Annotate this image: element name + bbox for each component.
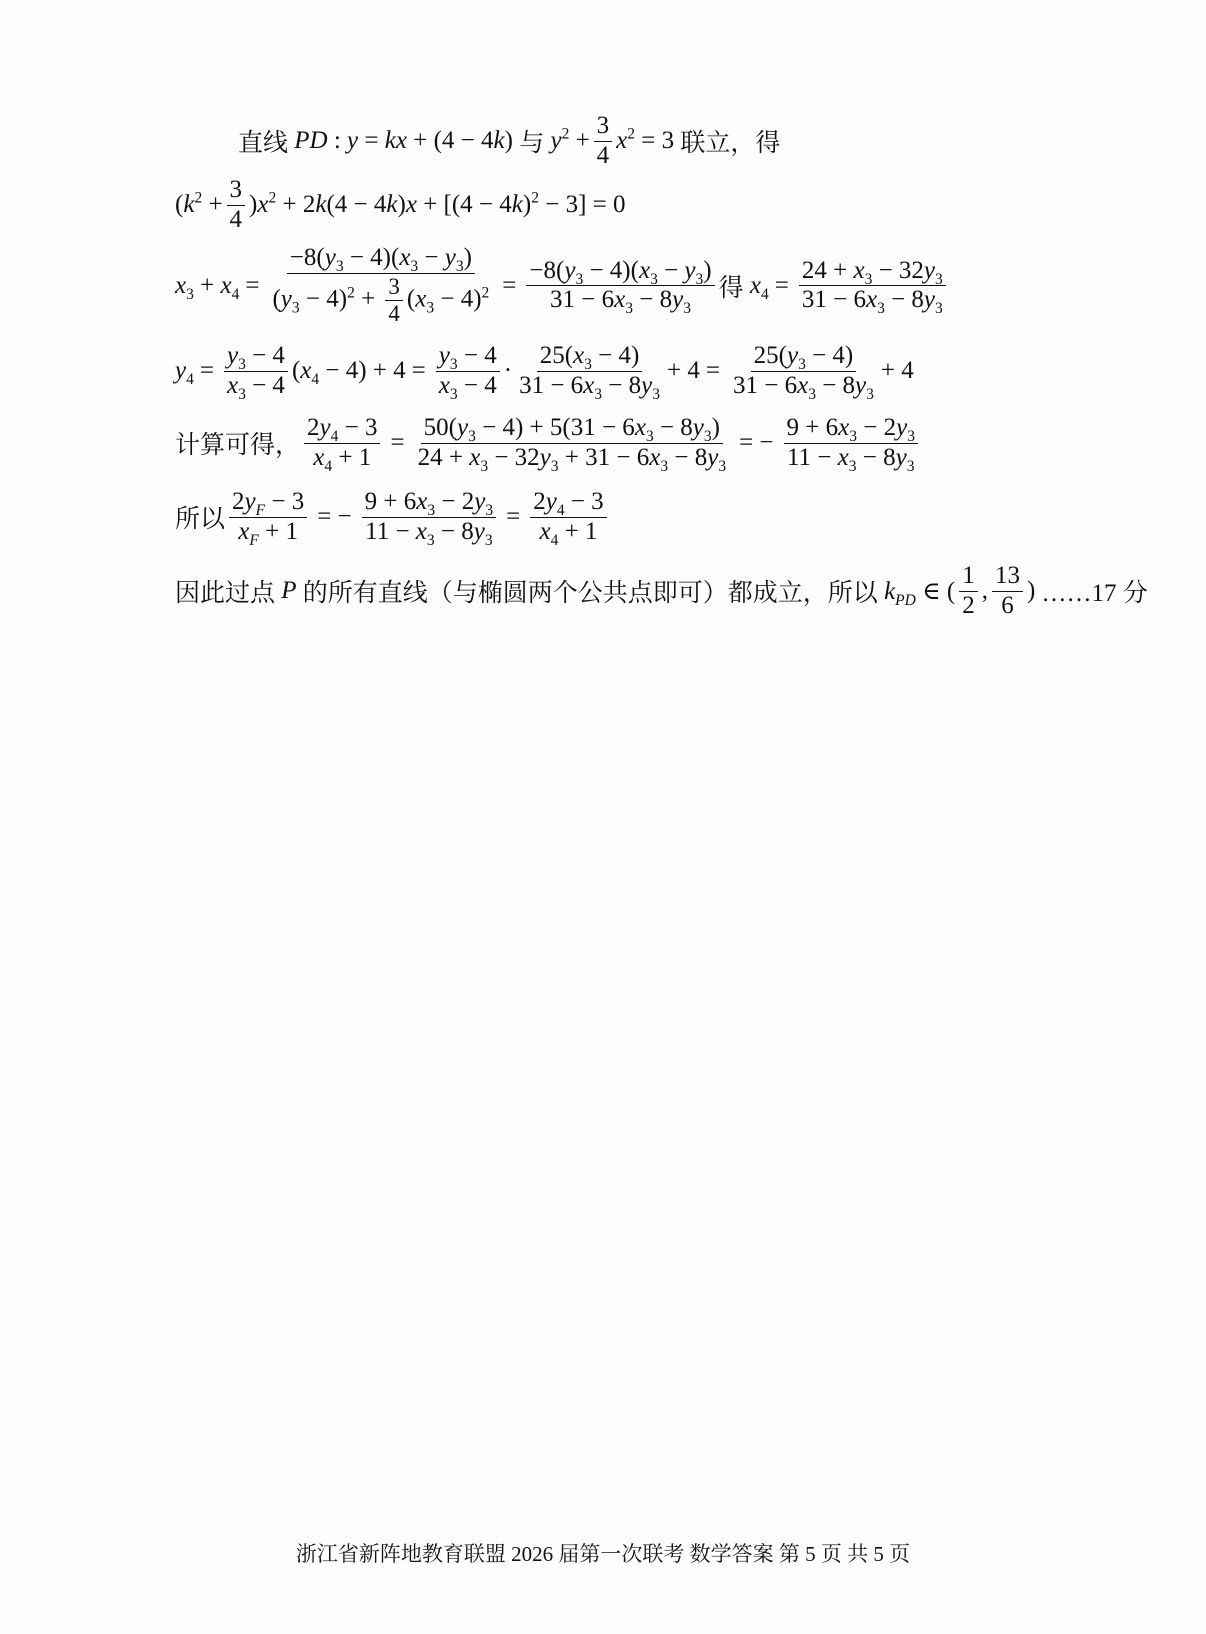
solution-line-2: [175, 176, 1086, 235]
text-de: 得: [718, 274, 744, 302]
solution-line-7: [175, 562, 1148, 621]
math-ellipse: $y^2$ +: [544, 125, 590, 155]
math-sum-x: $x_3 + x_4$: [175, 271, 240, 303]
equals-sign: =: [390, 429, 405, 457]
math-pd-line: PD : y = kx + (4 − 4k): [288, 127, 520, 155]
equals-sign: = −: [739, 429, 774, 457]
math-ellipse-rest: $x^2 = 3$: [616, 125, 681, 155]
math-kpd: $k_{PD}$ ∈ (: [877, 578, 956, 610]
fraction-1-2: $\frac{1}{2}$: [959, 562, 978, 621]
solution-line-3: [175, 244, 1086, 328]
plus-four: + 4: [667, 357, 700, 385]
fraction-25: $\frac{25(x_3 - 4)}{31 - 6x_3 - 8y_3}$: [519, 342, 660, 403]
fraction-sum-1: $-8(y_3 - 4)(x_3 - y_3)$ $(y_3 - 4)^2$ + $\frac{3}{4}$ $(x_3 - 4)^2$: [272, 244, 490, 327]
text-zhixian: 直线: [238, 130, 289, 158]
fraction-x4: $\frac{24 + x_3 - 32y_3}{31 - 6x_3 - 8y_3}$: [799, 257, 946, 316]
math-p: P: [275, 577, 303, 605]
solution-line-6: [175, 488, 1086, 547]
fraction-sum-2: $\frac{-8(y_3 - 4)(x_3 - y_3)}{31 - 6x_3 - 8y_3}$: [526, 257, 714, 316]
fraction-3-4: $\frac{3}{4}$: [594, 112, 613, 171]
solution-line-5: [175, 414, 1086, 473]
fraction-ratio-4: $\frac{2y_4 - 3}{x_4 + 1}$: [530, 488, 606, 547]
text-yinci: 因此过点: [175, 580, 276, 608]
page-footer: 浙江省新阵地教育联盟 2026 届第一次联考 数学答案 第 5 页 共 5 页: [295, 1542, 911, 1566]
text-yinci-rest: 的所有直线（与椭圆两个公共点即可）都成立，所以: [302, 580, 878, 608]
fraction-slope: $\frac{y_3 - 4}{x_3 - 4}$: [224, 342, 288, 401]
score-label: ……17 分: [1041, 580, 1148, 608]
equals-sign: =: [705, 357, 720, 385]
fraction-result: $\frac{9 + 6x_3 - 2y_3}{11 - x_3 - 8y_3}$: [784, 414, 918, 473]
fraction-3-4: $\frac{3}{4}$: [227, 176, 246, 235]
solution-line-1: [238, 112, 1086, 171]
equals-sign: =: [506, 503, 521, 531]
equals-sign: = −: [317, 503, 352, 531]
math-quadratic: ($k^2$ +: [175, 189, 223, 219]
fraction-ratio-4: $\frac{2y_4 - 3}{x_4 + 1}$: [304, 414, 380, 473]
comma: ,: [981, 577, 988, 605]
math-y4-rest: $(x_4 - 4) + 4$: [291, 357, 406, 389]
fraction-slope: $\frac{y_3 - 4}{x_3 - 4}$: [436, 342, 500, 401]
equals-sign: =: [774, 271, 789, 299]
fraction-13-6: $\frac{13}{6}$: [992, 562, 1023, 621]
text-suoyi: 所以: [175, 506, 226, 534]
fraction-result: $\frac{9 + 6x_3 - 2y_3}{11 - x_3 - 8y_3}$: [362, 488, 496, 547]
fraction-ratio-f: $\frac{2y_F - 3}{x_F + 1}$: [229, 488, 307, 547]
equals-sign: =: [411, 357, 426, 385]
equals-sign: =: [245, 271, 260, 299]
solution-line-4: [175, 342, 1086, 401]
fraction-compute: $\frac{50(y_3 - 4) + 5(31 - 6x_3 - 8y_3)}{24 + x_3 - 32y_3 + 31 - 6x_3 - 8y_3}$: [417, 414, 727, 475]
math-y4: $y_4$: [175, 357, 194, 389]
math-quadratic-rest: )$x^2 + 2k(4 - 4k)x + [(4 - 4k)^2 - 3] = 0$: [249, 189, 626, 219]
equals-sign: =: [502, 271, 517, 299]
plus-four: + 4: [880, 357, 914, 385]
close-paren: ): [1026, 577, 1042, 605]
text-yu: 与: [519, 130, 545, 158]
dot-operator: ·: [503, 357, 513, 385]
math-x4: $x_4$: [743, 271, 769, 303]
text-lianli: 联立，得: [680, 130, 781, 158]
text-jisuan: 计算可得，: [175, 432, 301, 460]
fraction-25-y: $\frac{25(y_3 - 4)}{31 - 6x_3 - 8y_3}$: [732, 342, 874, 403]
equals-sign: =: [199, 357, 214, 385]
